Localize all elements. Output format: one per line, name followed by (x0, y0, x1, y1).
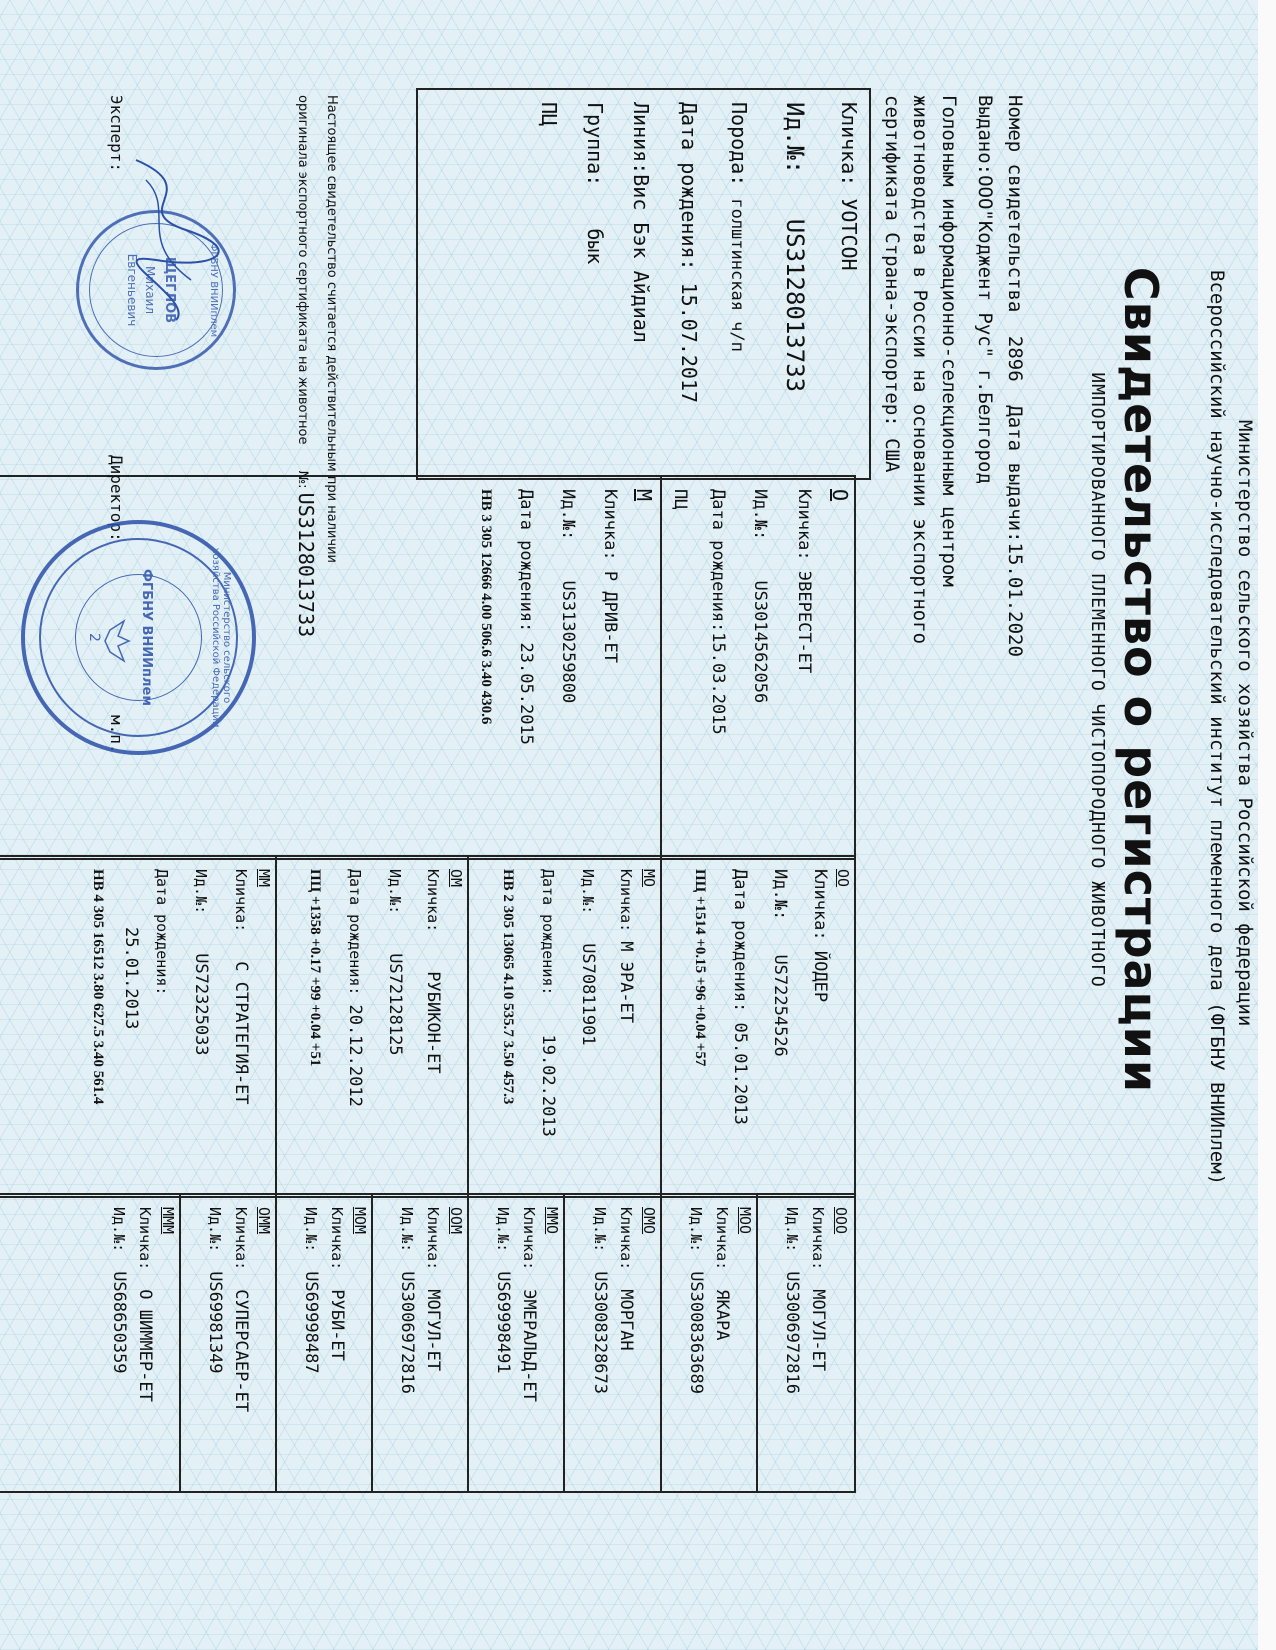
mm-name: Кличка: С СТРАТЕГИЯ-ЕТ (231, 869, 251, 1105)
basis-line-3: сертификата Страна-экспортер: США (881, 95, 903, 473)
grandparents-box (0, 855, 856, 1198)
document-title: Свидетельство о регистрации (1114, 266, 1168, 1094)
certificate-number (1004, 95, 1026, 657)
mo-prod: НВ 2 305 13065 4.10 535.7 3.50 457.3 (500, 869, 516, 1105)
ggp-div-4 (467, 1195, 469, 1491)
gp-divider-1 (660, 857, 662, 1196)
om-birth: Дата рождения: 20.12.2012 (345, 869, 365, 1107)
mo-name: Кличка: М ЭРА-ЕТ (616, 869, 636, 1024)
mm-birth-label: Дата рождения: (153, 869, 171, 996)
ggp-div-5 (371, 1195, 373, 1491)
organization-seal: Министерство сельского хозяйства Российской Федерации ФГБНУ ВНИИплем 2 (21, 520, 256, 755)
ggp-mom: МОМ Кличка: РУБИ-ЕТ Ид.№: US69998487 (301, 1207, 369, 1374)
number-label: Номер свидетельства (1004, 95, 1026, 313)
issued-to: Выдано:ООО"Коджент Рус" г.Белгород (974, 95, 996, 484)
oo-code: ОО (834, 869, 852, 888)
animal-pc: ПЦ (537, 102, 561, 127)
parents-divider (660, 477, 662, 858)
animal-group: Группа: бык (583, 102, 607, 265)
animal-breed: Порода: голштинская ч/п (727, 102, 751, 352)
mo-code: МО (640, 869, 658, 888)
animal-id: Ид.№: US3128013733 (781, 102, 809, 393)
gp-divider-3 (275, 857, 277, 1196)
om-id: Ид.№: US72128125 (385, 869, 405, 1056)
mo-id: Ид.№: US70811901 (578, 869, 598, 1046)
expert-stamp: ФГБНУ ВНИИплем ЩЕГЛОВ Михаил Евгеньевич (76, 210, 236, 370)
father-code: О (828, 489, 852, 502)
ggp-ooo: ООО Кличка: МОГУЛ-ЕТ Ид.№: US3006972816 (782, 1207, 850, 1395)
institute-line: Всероссийский научно-исследовательский институт племенного дела (ФГБНУ ВНИИплем) (1206, 270, 1228, 1186)
issue-date-value: 15.01.2020 (1004, 542, 1026, 657)
oo-name: Кличка: ЙОДЕР (810, 869, 830, 1003)
document-subtitle: ИМПОРТИРОВАННОГО ПЛЕМЕННОГО ЧИСТОПОРОДНОГО ЖИВОТНОГО (1087, 372, 1108, 988)
expert-signature (116, 150, 226, 330)
ggp-omm: ОММ Кличка: СУПЕРСАЕР-ЕТ Ид.№: US69981349 (205, 1207, 273, 1413)
ggp-mmo: ММО Кличка: ЭМЕРАЛЬД-ЕТ Ид.№: US69998491 (493, 1207, 561, 1402)
ggp-div-7 (179, 1195, 181, 1491)
mm-code: ММ (255, 869, 273, 888)
basis-line-2: животноводства в России на основании экспортного (909, 95, 931, 645)
animal-name: Кличка: УОТСОН (837, 102, 861, 271)
ggp-div-3 (563, 1195, 565, 1491)
mother-code: М (632, 489, 656, 502)
animal-birth: Дата рождения: 15.07.2017 (677, 102, 701, 404)
mm-prod: НВ 4 305 16512 3.80 627.5 3.40 561.4 (90, 869, 106, 1105)
mother-birth: Дата рождения: 23.05.2015 (516, 489, 536, 745)
number-value: 2896 (1004, 335, 1026, 382)
mother-name: Кличка: Р ДРИВ-ЕТ (600, 489, 620, 664)
ggp-omo: ОМО Кличка: МОРГАН Ид.№: US3008328673 (590, 1207, 658, 1395)
ministry-line: Министерство сельского хозяйства Российской федерации (1234, 420, 1256, 1027)
mm-birth-value: 25.01.2013 (121, 927, 141, 1030)
om-code: ОМ (447, 869, 465, 888)
mother-id: Ид.№: US3130259800 (558, 489, 578, 704)
validity-line-1: Настоящее свидетельство считается действительным при наличии (324, 95, 339, 563)
mother-prod: НВ 3 305 12666 4.00 506.6 3.40 430.6 (478, 489, 494, 725)
ggp-div-2 (660, 1195, 662, 1491)
director-label: Директор: (107, 455, 126, 542)
validity-line-2: оригинала экспортного сертификата на животное №: US3128013733 (294, 95, 318, 638)
father-id: Ид.№: US3014562056 (750, 489, 770, 704)
ggp-div-1 (756, 1195, 758, 1491)
oo-id: Ид.№: US72254526 (770, 869, 790, 1057)
great-grandparents-box (0, 1193, 856, 1493)
mo-birth: Дата рождения: 19.02.2013 (538, 869, 558, 1137)
oo-birth: Дата рождения: 05.01.2013 (730, 869, 750, 1125)
father-pc: ПЦ (670, 489, 690, 510)
om-name: Кличка: РУБИКОН-ЕТ (423, 869, 443, 1074)
mm-id: Ид.№: US72325033 (191, 869, 211, 1056)
expert-label: Эксперт: (107, 95, 126, 173)
gp-divider-2 (467, 857, 469, 1196)
ggp-mmm: МММ Кличка: О ШИММЕР-ЕТ Ид.№: US68650359 (109, 1207, 177, 1402)
oo-pc: ПЦ +1514 +0.15 +96 +0.04 +57 (692, 869, 708, 1067)
issue-date-label: Дата выдачи: (1004, 405, 1026, 543)
animal-box (416, 88, 871, 480)
basis-line-1: Головным информационно-селекционным центром (938, 95, 960, 587)
ggp-div-6 (275, 1195, 277, 1491)
mp-label: м.п. (107, 715, 126, 754)
father-birth: Дата рождения:15.03.2015 (708, 489, 728, 735)
father-name: Кличка: ЭВЕРЕСТ-ЕТ (794, 489, 814, 674)
ggp-oom: ООМ Кличка: МОГУЛ-ЕТ Ид.№: US3006972816 (397, 1207, 465, 1395)
animal-line: Линия:Вис Бэк Айдиал (629, 102, 653, 343)
ggp-moo: МОО Кличка: ЯКАРА Ид.№: US3008363689 (686, 1207, 754, 1395)
om-pc: ПЦ +1358 +0.17 +99 +0.04 +51 (307, 869, 323, 1067)
eagle-emblem-icon (102, 616, 132, 666)
